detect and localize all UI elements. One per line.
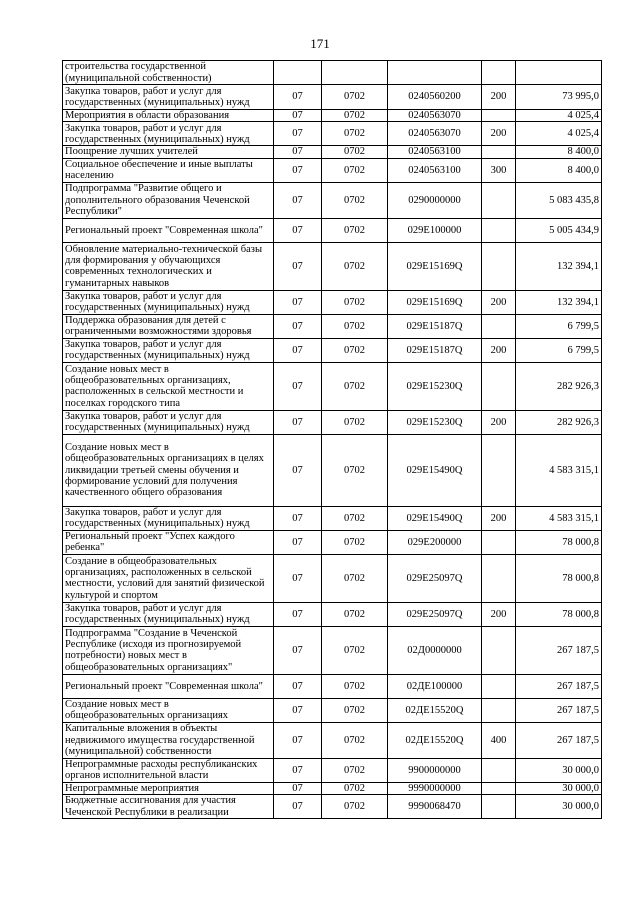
cell-vr	[482, 434, 516, 506]
cell-sum: 78 000,8	[516, 530, 602, 554]
page-number: 171	[310, 36, 330, 51]
cell-sum: 78 000,8	[516, 554, 602, 602]
cell-pr: 0702	[322, 782, 388, 794]
cell-pr: 0702	[322, 554, 388, 602]
cell-sum: 4 583 315,1	[516, 434, 602, 506]
table-row	[63, 506, 602, 530]
cell-pr: 0702	[322, 674, 388, 698]
cell-sum: 4 025,4	[516, 110, 602, 122]
cell-pr: 0702	[322, 314, 388, 338]
cell-sum: 267 187,5	[516, 722, 602, 758]
cell-sum: 30 000,0	[516, 758, 602, 782]
table-row	[63, 795, 602, 819]
cell-csr: 029E15169Q	[388, 242, 482, 290]
cell-name: Закупка товаров, работ и услуг для государственных (муниципальных) нужд	[63, 290, 274, 314]
cell-vr: 200	[482, 85, 516, 110]
cell-csr: 0290000000	[388, 182, 482, 218]
cell-pr: 0702	[322, 110, 388, 122]
cell-rz: 07	[274, 530, 322, 554]
cell-csr: 9990068470	[388, 795, 482, 819]
cell-csr: 0240563100	[388, 158, 482, 182]
cell-name: Обновление материально-технической базы для формирования у обучающихся современных технологических и гуманитарных навыков	[63, 242, 274, 290]
budget-table	[62, 60, 602, 819]
table-row	[63, 182, 602, 218]
cell-csr: 029E15230Q	[388, 362, 482, 410]
cell-pr: 0702	[322, 338, 388, 362]
cell-sum: 73 995,0	[516, 85, 602, 110]
cell-csr: 9900000000	[388, 758, 482, 782]
cell-rz: 07	[274, 290, 322, 314]
table-row	[63, 410, 602, 434]
cell-csr: 02Д0000000	[388, 626, 482, 674]
cell-csr: 9990000000	[388, 782, 482, 794]
table-row	[63, 698, 602, 722]
table-row	[63, 674, 602, 698]
cell-rz: 07	[274, 782, 322, 794]
cell-sum: 132 394,1	[516, 242, 602, 290]
cell-rz: 07	[274, 85, 322, 110]
cell-name: Создание новых мест в общеобразовательных организациях, расположенных в сельской местности и поселках городского типа	[63, 362, 274, 410]
cell-name: Закупка товаров, работ и услуг для государственных (муниципальных) нужд	[63, 410, 274, 434]
cell-vr	[482, 758, 516, 782]
cell-name: Региональный проект "Современная школа"	[63, 674, 274, 698]
cell-pr: 0702	[322, 722, 388, 758]
cell-vr: 200	[482, 506, 516, 530]
cell-rz: 07	[274, 146, 322, 158]
table-row	[63, 554, 602, 602]
cell-csr: 02ДЕ15520Q	[388, 698, 482, 722]
cell-pr: 0702	[322, 795, 388, 819]
cell-csr: 029E15490Q	[388, 506, 482, 530]
cell-name: Закупка товаров, работ и услуг для государственных (муниципальных) нужд	[63, 122, 274, 146]
cell-sum: 267 187,5	[516, 626, 602, 674]
cell-csr: 029E15187Q	[388, 314, 482, 338]
cell-vr	[482, 146, 516, 158]
cell-csr: 029E15490Q	[388, 434, 482, 506]
cell-pr: 0702	[322, 146, 388, 158]
cell-rz: 07	[274, 758, 322, 782]
cell-pr: 0702	[322, 698, 388, 722]
table-row	[63, 242, 602, 290]
cell-name: Создание в общеобразовательных организациях, расположенных в сельской местности, условий для занятий физической культурой и спортом	[63, 554, 274, 602]
cell-sum: 282 926,3	[516, 410, 602, 434]
cell-rz	[274, 61, 322, 85]
table-row	[63, 146, 602, 158]
cell-csr: 0240563070	[388, 110, 482, 122]
cell-vr: 300	[482, 158, 516, 182]
cell-csr: 02ДЕ100000	[388, 674, 482, 698]
cell-pr: 0702	[322, 85, 388, 110]
cell-sum: 6 799,5	[516, 338, 602, 362]
cell-vr	[482, 242, 516, 290]
cell-name: строительства государственной (муниципальной собственности)	[63, 61, 274, 85]
cell-rz: 07	[274, 218, 322, 242]
cell-sum: 267 187,5	[516, 674, 602, 698]
cell-rz: 07	[274, 158, 322, 182]
cell-pr: 0702	[322, 290, 388, 314]
cell-vr	[482, 314, 516, 338]
cell-csr: 0240560200	[388, 85, 482, 110]
table-row	[63, 338, 602, 362]
cell-rz: 07	[274, 506, 322, 530]
table-row	[63, 290, 602, 314]
cell-pr: 0702	[322, 602, 388, 626]
cell-pr: 0702	[322, 758, 388, 782]
cell-csr: 0240563070	[388, 122, 482, 146]
table-row	[63, 362, 602, 410]
table-row	[63, 602, 602, 626]
cell-csr: 029E15169Q	[388, 290, 482, 314]
cell-csr: 029E25097Q	[388, 554, 482, 602]
cell-name: Непрограммные расходы республиканских органов исполнительной власти	[63, 758, 274, 782]
cell-vr	[482, 61, 516, 85]
cell-csr: 0240563100	[388, 146, 482, 158]
cell-rz: 07	[274, 110, 322, 122]
table-row	[63, 85, 602, 110]
cell-sum: 30 000,0	[516, 795, 602, 819]
cell-csr: 029E25097Q	[388, 602, 482, 626]
cell-sum: 5 083 435,8	[516, 182, 602, 218]
cell-pr	[322, 61, 388, 85]
cell-csr: 029E100000	[388, 218, 482, 242]
cell-sum	[516, 61, 602, 85]
cell-pr: 0702	[322, 410, 388, 434]
cell-vr	[482, 218, 516, 242]
cell-rz: 07	[274, 122, 322, 146]
cell-name: Подпрограмма "Создание в Чеченской Республике (исходя из прогнозируемой потребности) новых мест в общеобразовательных организациях"	[63, 626, 274, 674]
cell-sum: 78 000,8	[516, 602, 602, 626]
cell-name: Закупка товаров, работ и услуг для государственных (муниципальных) нужд	[63, 506, 274, 530]
cell-rz: 07	[274, 554, 322, 602]
cell-rz: 07	[274, 362, 322, 410]
cell-name: Создание новых мест в общеобразовательных организациях	[63, 698, 274, 722]
cell-vr	[482, 795, 516, 819]
table-row	[63, 530, 602, 554]
cell-pr: 0702	[322, 506, 388, 530]
cell-pr: 0702	[322, 158, 388, 182]
cell-sum: 282 926,3	[516, 362, 602, 410]
cell-name: Региональный проект "Успех каждого ребенка"	[63, 530, 274, 554]
cell-name: Региональный проект "Современная школа"	[63, 218, 274, 242]
cell-rz: 07	[274, 674, 322, 698]
cell-pr: 0702	[322, 122, 388, 146]
table-row	[63, 122, 602, 146]
cell-rz: 07	[274, 182, 322, 218]
cell-rz: 07	[274, 795, 322, 819]
table-body	[63, 61, 602, 819]
cell-csr: 029E15230Q	[388, 410, 482, 434]
cell-csr: 02ДЕ15520Q	[388, 722, 482, 758]
cell-csr: 029E200000	[388, 530, 482, 554]
table-row	[63, 218, 602, 242]
cell-name: Поддержка образования для детей с ограниченными возможностями здоровья	[63, 314, 274, 338]
cell-vr	[482, 674, 516, 698]
cell-vr: 200	[482, 290, 516, 314]
cell-vr	[482, 182, 516, 218]
cell-sum: 4 583 315,1	[516, 506, 602, 530]
cell-rz: 07	[274, 722, 322, 758]
cell-csr: 029E15187Q	[388, 338, 482, 362]
cell-vr: 200	[482, 338, 516, 362]
cell-name: Поощрение лучших учителей	[63, 146, 274, 158]
cell-sum: 30 000,0	[516, 782, 602, 794]
cell-vr	[482, 110, 516, 122]
cell-rz: 07	[274, 410, 322, 434]
cell-rz: 07	[274, 314, 322, 338]
cell-name: Капитальные вложения в объекты недвижимого имущества государственной (муниципальной) собственности	[63, 722, 274, 758]
cell-vr	[482, 554, 516, 602]
cell-name: Закупка товаров, работ и услуг для государственных (муниципальных) нужд	[63, 85, 274, 110]
cell-name: Непрограммные мероприятия	[63, 782, 274, 794]
table-row	[63, 782, 602, 794]
cell-vr	[482, 530, 516, 554]
cell-name: Закупка товаров, работ и услуг для государственных (муниципальных) нужд	[63, 602, 274, 626]
cell-pr: 0702	[322, 218, 388, 242]
cell-name: Подпрограмма "Развитие общего и дополнительного образования Чеченской Республики"	[63, 182, 274, 218]
cell-rz: 07	[274, 698, 322, 722]
cell-sum: 5 005 434,9	[516, 218, 602, 242]
table-row	[63, 722, 602, 758]
table-row	[63, 61, 602, 85]
cell-vr	[482, 782, 516, 794]
cell-pr: 0702	[322, 626, 388, 674]
cell-pr: 0702	[322, 530, 388, 554]
cell-pr: 0702	[322, 182, 388, 218]
cell-name: Бюджетные ассигнования для участия Чеченской Республики в реализации	[63, 795, 274, 819]
cell-rz: 07	[274, 434, 322, 506]
cell-rz: 07	[274, 626, 322, 674]
table-row	[63, 434, 602, 506]
cell-sum: 132 394,1	[516, 290, 602, 314]
cell-name: Социальное обеспечение и иные выплаты населению	[63, 158, 274, 182]
cell-csr	[388, 61, 482, 85]
cell-name: Создание новых мест в общеобразовательных организациях в целях ликвидации третьей смены обучения и формирование условий для получения качественного общего образования	[63, 434, 274, 506]
cell-sum: 8 400,0	[516, 146, 602, 158]
cell-sum: 8 400,0	[516, 158, 602, 182]
cell-rz: 07	[274, 338, 322, 362]
cell-name: Мероприятия в области образования	[63, 110, 274, 122]
cell-vr	[482, 626, 516, 674]
cell-vr: 200	[482, 122, 516, 146]
cell-vr	[482, 698, 516, 722]
cell-sum: 4 025,4	[516, 122, 602, 146]
cell-vr: 200	[482, 602, 516, 626]
cell-rz: 07	[274, 242, 322, 290]
cell-vr: 400	[482, 722, 516, 758]
cell-sum: 267 187,5	[516, 698, 602, 722]
table-row	[63, 626, 602, 674]
cell-vr: 200	[482, 410, 516, 434]
cell-vr	[482, 362, 516, 410]
cell-sum: 6 799,5	[516, 314, 602, 338]
cell-rz: 07	[274, 602, 322, 626]
table-row	[63, 758, 602, 782]
table-row	[63, 110, 602, 122]
table-row	[63, 314, 602, 338]
table-row	[63, 158, 602, 182]
cell-pr: 0702	[322, 242, 388, 290]
cell-pr: 0702	[322, 434, 388, 506]
cell-name: Закупка товаров, работ и услуг для государственных (муниципальных) нужд	[63, 338, 274, 362]
cell-pr: 0702	[322, 362, 388, 410]
